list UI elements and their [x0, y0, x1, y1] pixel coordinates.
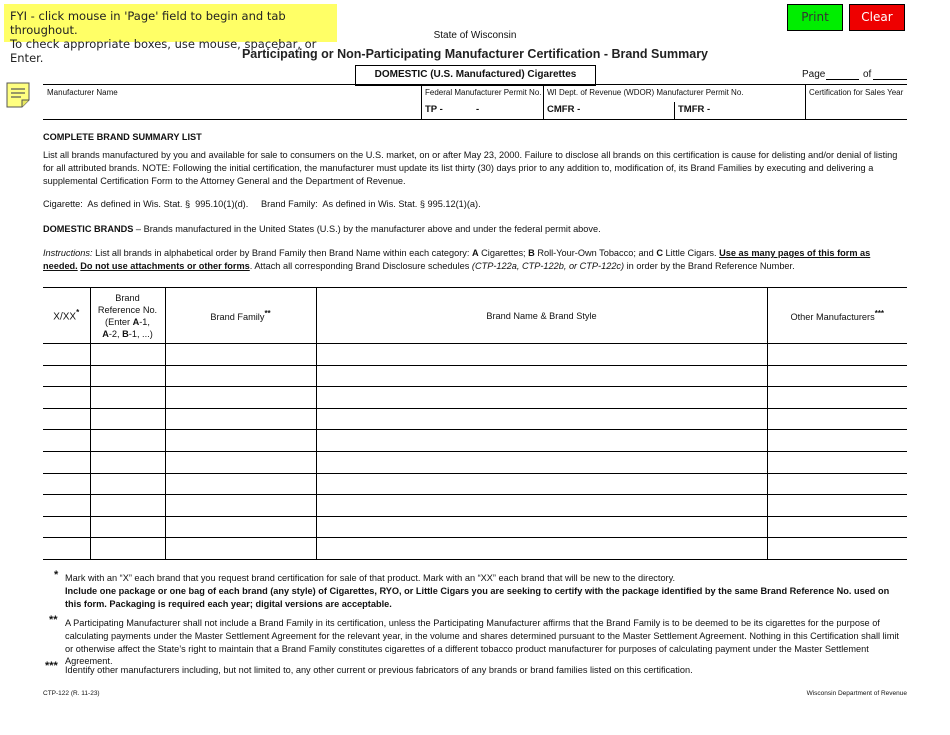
col-ref-a1: A — [132, 316, 140, 327]
cell-ref[interactable] — [90, 516, 165, 538]
table-row — [43, 344, 907, 366]
cell-ref[interactable] — [90, 387, 165, 409]
cell-xxx[interactable] — [43, 495, 90, 517]
category-c: C — [656, 248, 663, 258]
footnote-2: A Participating Manufacturer shall not include a Brand Family in its certification, unless the Participating Manufacturer affirms that the Brand Family is to be deemed to be its cigarettes for the purpose of calculating payments under the Master Settlement Agreement for the relevant year, in the volume and shares determined pursuant to the Master Settlement Agreement. Nothing in this Certification shall limit or otherwise affect the State’s right to maintain that a Brand Family constitutes cigarettes of a different tobacco product manufacturer for purposes of calculating payment under the Master Settlement Agreement. — [65, 618, 899, 667]
col-header-name — [316, 288, 767, 344]
table-row — [43, 495, 907, 517]
cell-family[interactable] — [165, 451, 316, 473]
cell-family[interactable] — [165, 473, 316, 495]
cell-ref[interactable] — [90, 473, 165, 495]
federal-permit-dash: - — [476, 104, 480, 115]
cell-xxx[interactable] — [43, 344, 90, 366]
footnote-2-mark: ** — [49, 614, 58, 626]
intro-paragraph: List all brands manufactured by you and available for sale to consumers on the U.S. market, on or after May 23, 2000. Failure to disclose all brands on this certification is cause for delisting and/or denial of listing for all attributed brands. NOTE: Following the initial certification, the manufacturer must update its list thirty (30) days prior to any addition to, modification of, its Brand Families by executing and delivering a supplemental Certification Form to the Attorney General and the Department of Revenue. — [43, 150, 898, 186]
cell-ref[interactable] — [90, 408, 165, 430]
col-xxx-mark: * — [76, 308, 80, 318]
category-a: A — [471, 248, 479, 258]
col-ref-line-2: Reference No. — [97, 304, 158, 315]
col-header-other — [767, 288, 907, 344]
cell-other[interactable] — [767, 344, 907, 366]
cell-other[interactable] — [767, 430, 907, 452]
use-pages-note: Use as many pages of this form as needed. — [43, 248, 871, 271]
cell-family[interactable] — [165, 516, 316, 538]
federal-permit-label: Federal Manufacturer Permit No. — [425, 88, 542, 97]
cell-other[interactable] — [767, 365, 907, 387]
cell-name[interactable] — [316, 451, 767, 473]
cell-other[interactable] — [767, 495, 907, 517]
table-row — [43, 473, 907, 495]
col-ref-line-5: -2, — [108, 328, 123, 339]
fyi-line-2: To check appropriate boxes, use mouse, spacebar, or Enter. — [10, 37, 317, 65]
cell-family[interactable] — [165, 344, 316, 366]
domestic-term: DOMESTIC BRANDS — [43, 224, 134, 234]
page-number-field[interactable] — [826, 79, 859, 80]
federal-permit-prefix: TP - — [425, 104, 443, 115]
cell-family[interactable] — [165, 430, 316, 452]
footnote-1-text: Mark with an “X” each brand that you request brand certification for sale of that product. Mark with an “XX” each brand that will be new to the directory. — [65, 573, 676, 583]
manufacturer-name-label: Manufacturer Name — [47, 88, 118, 97]
col-other-mark: *** — [874, 308, 885, 318]
cell-name[interactable] — [316, 344, 767, 366]
no-attachments-note: Do not use attachments or other forms — [80, 260, 250, 271]
table-row — [43, 387, 907, 409]
cell-xxx[interactable] — [43, 365, 90, 387]
col-family-mark: ** — [264, 308, 271, 318]
cell-xxx[interactable] — [43, 387, 90, 409]
cell-family[interactable] — [165, 387, 316, 409]
cell-other[interactable] — [767, 516, 907, 538]
domestic-definition: – Brands manufactured in the United States (U.S.) by the manufacturer above and under the federal permit above. — [133, 224, 601, 234]
col-ref-a2: A — [102, 328, 109, 339]
cell-name[interactable] — [316, 538, 767, 560]
table-row — [43, 408, 907, 430]
col-header-family — [165, 288, 316, 344]
col-ref-line-1: Brand — [115, 292, 140, 303]
brand-list-heading: COMPLETE BRAND SUMMARY LIST — [43, 132, 202, 142]
table-row — [43, 430, 907, 452]
form-id: CTP-122 (R. 11-23) — [43, 690, 100, 697]
col-ref-line-3: (Enter — [105, 316, 133, 327]
footnote-1 — [65, 572, 907, 610]
tmfr-prefix: TMFR - — [678, 104, 711, 115]
cell-ref[interactable] — [90, 365, 165, 387]
table-header-row — [43, 288, 907, 344]
table-row — [43, 516, 907, 538]
col-ref-line-6: -1, ...) — [128, 328, 153, 339]
page-label: Page — [802, 69, 826, 80]
clear-button[interactable]: Clear — [849, 4, 905, 31]
cell-name[interactable] — [316, 473, 767, 495]
col-family-label: Brand Family — [210, 312, 265, 323]
instructions-text-2: . Attach all corresponding Brand Disclosure schedules — [249, 260, 472, 271]
col-name-label: Brand Name & Brand Style — [486, 310, 597, 321]
fyi-line-1: FYI - click mouse in 'Page' field to begin and tab throughout. — [10, 9, 286, 37]
col-header-reference — [90, 288, 165, 344]
definitions-line: Cigarette: As defined in Wis. Stat. § 995.10(1)(d). Brand Family: As defined in Wis. Stat. § 995.12(1)(a). — [43, 199, 481, 209]
of-label: of — [863, 69, 872, 80]
cell-name[interactable] — [316, 516, 767, 538]
category-a-text: Cigarettes; — [478, 248, 529, 258]
category-b: B — [528, 248, 535, 258]
sales-year-label: Certification for Sales Year — [809, 88, 904, 97]
cell-xxx[interactable] — [43, 408, 90, 430]
instructions-text-3: in order by the Brand Reference Number. — [624, 260, 795, 271]
category-b-text: Roll-Your-Own Tobacco; and — [534, 248, 657, 258]
footnote-3-mark: *** — [45, 660, 58, 672]
category-c-text: Little Cigars. — [662, 248, 720, 258]
divider — [674, 102, 675, 119]
instructions-paragraph — [43, 247, 907, 273]
col-ref-line-4: -1, — [139, 316, 150, 327]
col-xxx-label: X/XX — [53, 311, 77, 323]
cell-name[interactable] — [316, 430, 767, 452]
cell-family[interactable] — [165, 495, 316, 517]
col-ref-b1: B — [122, 328, 129, 339]
page-title: Participating or Non-Participating Manufacturer Certification - Brand Summary — [241, 47, 709, 61]
federal-permit-field[interactable] — [421, 85, 543, 119]
state-label: State of Wisconsin — [433, 30, 517, 41]
cell-name[interactable] — [316, 365, 767, 387]
cell-xxx[interactable] — [43, 473, 90, 495]
cell-ref[interactable] — [90, 344, 165, 366]
cell-other[interactable] — [767, 473, 907, 495]
cell-ref[interactable] — [90, 430, 165, 452]
agency-name: Wisconsin Department of Revenue — [806, 690, 907, 697]
schedules-list: (CTP-122a, CTP-122b, or CTP-122c) — [471, 260, 625, 271]
footnote-1-bold: Include one package or one bag of each brand (any style) of Cigarettes, RYO, or Little Cigars you are seeking to certify with the package identified by the same Brand Reference No. used on this form. Packaging is required each year; digital versions are acceptable. — [65, 585, 890, 609]
cell-other[interactable] — [767, 408, 907, 430]
cell-name[interactable] — [316, 387, 767, 409]
table-row — [43, 538, 907, 560]
manufacturer-name-field[interactable] — [43, 85, 421, 119]
footnote-1-mark: * — [54, 569, 59, 581]
cell-ref[interactable] — [90, 451, 165, 473]
sales-year-field[interactable] — [805, 85, 907, 119]
note-icon[interactable] — [6, 82, 30, 108]
footnote-3: Identify other manufacturers including, but not limited to, any other current or previous fabricators of any brands or brand families listed on this certification. — [65, 665, 693, 675]
cell-xxx[interactable] — [43, 430, 90, 452]
cell-xxx[interactable] — [43, 538, 90, 560]
cell-other[interactable] — [767, 538, 907, 560]
cell-xxx[interactable] — [43, 516, 90, 538]
print-button[interactable]: Print — [787, 4, 843, 31]
cmfr-prefix: CMFR - — [547, 104, 581, 115]
col-other-label: Other Manufacturers — [790, 312, 875, 323]
domestic-brands-definition — [43, 223, 907, 236]
cell-family[interactable] — [165, 365, 316, 387]
cell-name[interactable] — [316, 495, 767, 517]
table-row — [43, 451, 907, 473]
page-total-field[interactable] — [873, 79, 907, 80]
manufacturer-info-row — [43, 84, 907, 120]
cell-family[interactable] — [165, 408, 316, 430]
domestic-category-box: DOMESTIC (U.S. Manufactured) Cigarettes — [355, 65, 596, 86]
cell-xxx[interactable] — [43, 451, 90, 473]
cell-other[interactable] — [767, 451, 907, 473]
instructions-text: List all brands in alphabetical order by Brand Family then Brand Name within each category: — [92, 248, 472, 258]
cell-ref[interactable] — [90, 538, 165, 560]
cell-ref[interactable] — [90, 495, 165, 517]
brand-summary-table — [43, 287, 907, 560]
wdor-permit-label: WI Dept. of Revenue (WDOR) Manufacturer Permit No. — [547, 88, 744, 97]
col-header-xxx — [43, 288, 90, 344]
cell-family[interactable] — [165, 538, 316, 560]
instructions-label: Instructions: — [43, 248, 93, 258]
table-row — [43, 365, 907, 387]
cell-name[interactable] — [316, 408, 767, 430]
cell-other[interactable] — [767, 387, 907, 409]
